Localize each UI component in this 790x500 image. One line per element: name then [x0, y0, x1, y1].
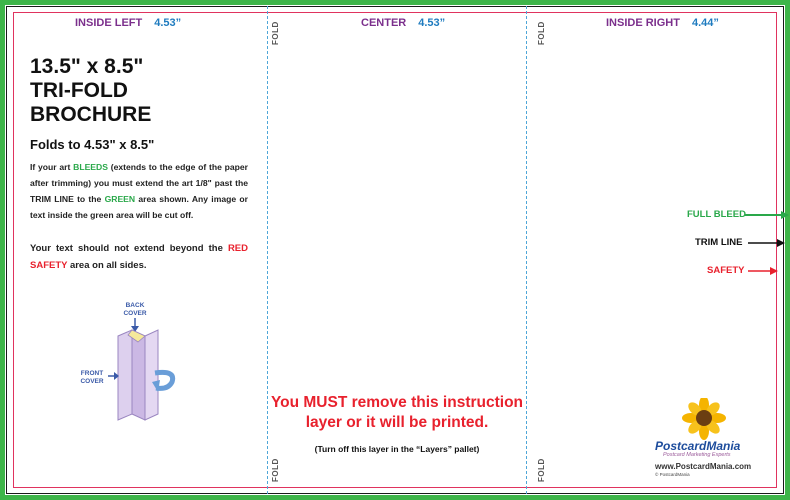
logo-url: www.PostcardMania.com: [655, 462, 752, 471]
text-run: area on all sides.: [67, 260, 147, 271]
full-bleed-label: FULL BLEED: [687, 209, 746, 220]
fold-label-left-top: FOLD: [271, 21, 280, 45]
back-cover-label: BACK COVER: [123, 302, 147, 317]
panel-name: CENTER: [361, 17, 407, 29]
page-title: [30, 55, 151, 127]
bleed-instructions: [30, 159, 248, 223]
trim-line-label: TRIM LINE: [695, 237, 743, 248]
safety-instructions: [30, 240, 248, 274]
text-run: Your text should not extend beyond the: [30, 243, 228, 254]
logo-copyright: © PostcardMania: [655, 472, 690, 477]
green-highlight: GREEN: [104, 194, 136, 204]
red-safety-highlight: RED SAFETY: [30, 243, 248, 271]
panel-measure: 4.53”: [154, 17, 182, 29]
safety-label: SAFETY: [707, 265, 745, 276]
sunflower-logo-icon: [676, 398, 732, 440]
text-run: area shown. Any image or text inside the green area will be cut off.: [30, 194, 248, 220]
fold-line-right: [526, 6, 527, 494]
logo-tagline: Postcard Marketing Experts: [663, 452, 731, 458]
panel-measure: 4.53”: [418, 17, 446, 29]
text-run: (extends to the edge of the paper after trimming) you must extend the art 1/8" past the TRIM LINE to the: [30, 162, 248, 204]
layers-note: (Turn off this layer in the “Layers” pallet): [314, 444, 480, 454]
fold-label-left-bottom: FOLD: [271, 458, 280, 482]
panel-header-inside-left: [75, 17, 181, 29]
panel-header-inside-right: [606, 17, 719, 29]
text-run: If your art: [30, 162, 74, 172]
panel-name: INSIDE LEFT: [75, 17, 143, 29]
logo-brand: PostcardMania: [655, 439, 741, 453]
title-line: BROCHURE: [30, 103, 152, 126]
panel-measure: 4.44”: [691, 17, 719, 29]
fold-label-right-bottom: FOLD: [537, 458, 546, 482]
panel-name: INSIDE RIGHT: [606, 17, 680, 29]
panel-header-center: [361, 17, 445, 29]
front-cover-label: FRONT COVER: [80, 370, 104, 385]
title-line: TRI-FOLD: [30, 79, 128, 102]
fold-label-right-top: FOLD: [537, 21, 546, 45]
trifold-diagram-icon: [100, 318, 190, 428]
bleeds-highlight: BLEEDS: [73, 162, 108, 172]
title-line: 13.5" x 8.5": [30, 55, 144, 78]
trim-line-arrow-icon: [748, 237, 786, 249]
full-bleed-arrow-icon: [745, 209, 790, 221]
safety-arrow-icon: [748, 265, 780, 277]
remove-layer-warning: You MUST remove this instruction layer or it will be printed.: [270, 394, 524, 431]
page-subtitle: Folds to 4.53" x 8.5": [30, 137, 155, 152]
